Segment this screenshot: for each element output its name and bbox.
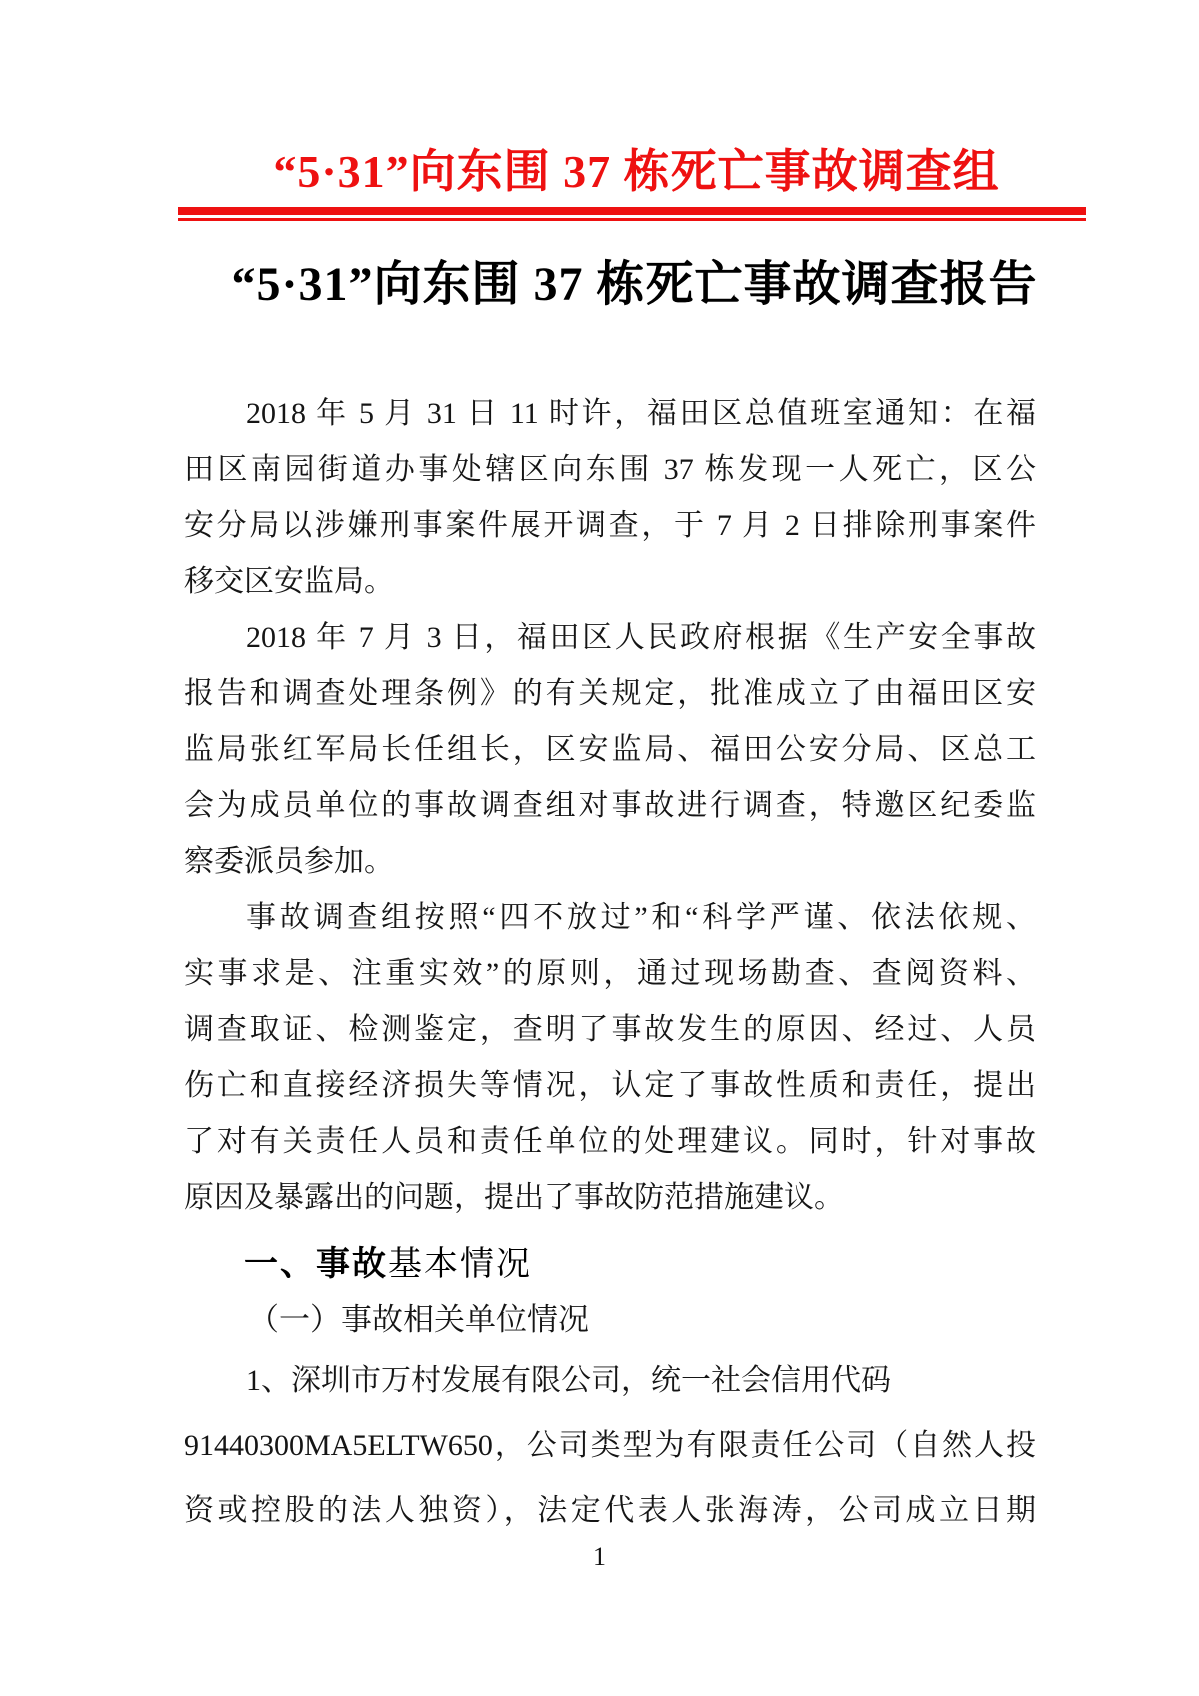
section-heading-text: 基本情况 [388,1244,532,1283]
text-line: 2018 年 5 月 31 日 11 时许，福田区总值班室通知：在福 [246,396,1036,430]
text-line: 田区南园街道办事处辖区向东围 37 栋发现一人死亡，区公 [184,452,1036,486]
text-line: 监局张红军局长任组长，区安监局、福田公安分局、区总工 [184,732,1036,766]
subsection-heading: （一）事故相关单位情况 [248,1301,589,1337]
paragraph-company-info [184,1348,1036,1543]
letterhead-org-title: “5·31”向东围 37 栋死亡事故调查组 [273,146,1000,197]
text-line: 会为成员单位的事故调查组对事故进行调查，特邀区纪委监 [184,788,1036,822]
text-line: 91440300MA5ELTW650，公司类型为有限责任公司（自然人投 [184,1428,1036,1462]
section-heading-number: 一、事故 [244,1244,388,1283]
letterhead [0,146,1199,221]
page-number: 1 [593,1542,606,1571]
text-line: 原因及暴露出的问题，提出了事故防范措施建议。 [184,1180,844,1214]
paragraph-intro-incident [184,386,1036,610]
rule-thin-bar [178,218,1086,221]
text-line: 察委派员参加。 [184,844,394,878]
text-line: 实事求是、注重实效”的原则，通过现场勘查、查阅资料、 [184,956,1036,990]
text-line: 了对有关责任人员和责任单位的处理建议。同时，针对事故 [184,1124,1036,1158]
rule-thick-bar [178,207,1086,215]
text-line: 调查取证、检测鉴定，查明了事故发生的原因、经过、人员 [184,1012,1036,1046]
text-line: 报告和调查处理条例》的有关规定，批准成立了由福田区安 [184,676,1036,710]
paragraph-investigation-method [184,890,1036,1226]
document-title: “5·31”向东围 37 栋死亡事故调查报告 [231,257,1038,311]
text-line: 资或控股的法人独资），法定代表人张海涛，公司成立日期 [184,1493,1036,1527]
text-line: 事故调查组按照“四不放过”和“科学严谨、依法依规、 [246,900,1036,934]
text-line: 2018 年 7 月 3 日，福田区人民政府根据《生产安全事故 [246,620,1036,654]
paragraph-investigation-team [184,610,1036,890]
text-line: 移交区安监局。 [184,564,394,598]
text-line: 伤亡和直接经济损失等情况，认定了事故性质和责任，提出 [184,1068,1036,1102]
text-line: 1、深圳市万村发展有限公司，统一社会信用代码 [246,1363,891,1397]
section-heading [184,1236,1036,1292]
document-body [184,386,1036,1543]
text-line: 安分局以涉嫌刑事案件展开调查，于 7 月 2 日排除刑事案件 [184,508,1036,542]
red-double-rule [178,207,1086,221]
